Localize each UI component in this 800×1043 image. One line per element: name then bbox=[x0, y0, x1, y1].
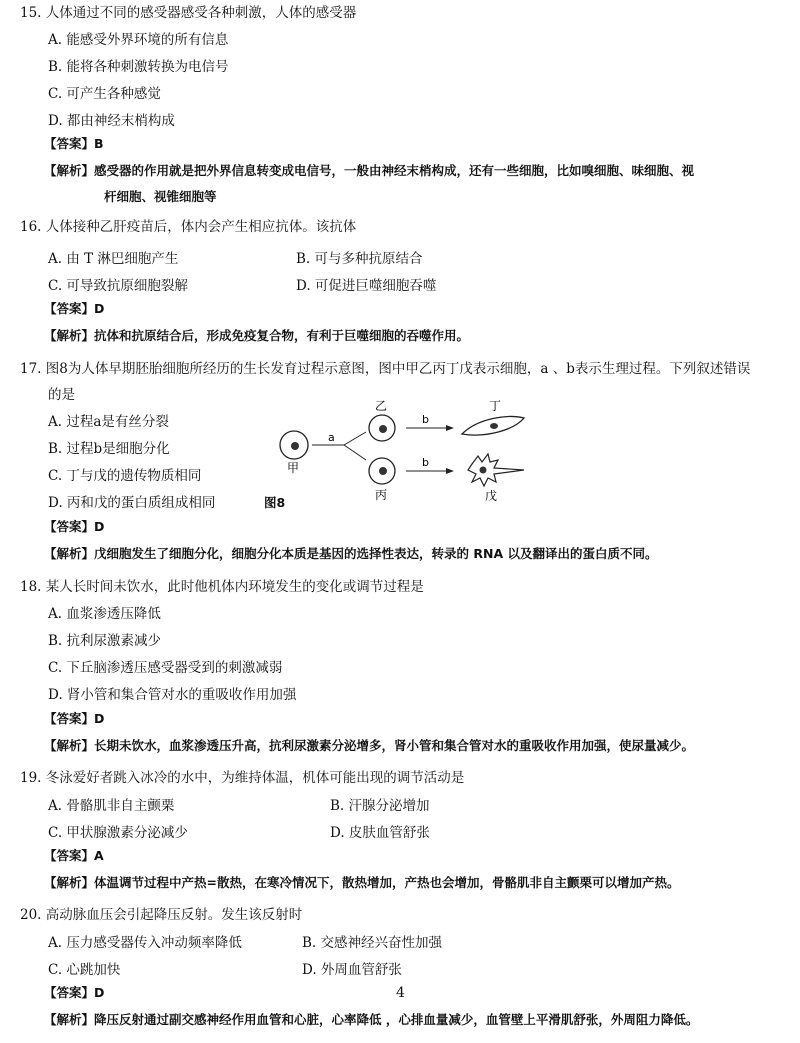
q16-option-d: D. 可促进巨噬细胞吞噬 bbox=[296, 278, 437, 294]
arrowhead-b-upper bbox=[446, 425, 454, 431]
label-process-b-lower: b bbox=[422, 456, 429, 469]
cell-wu bbox=[468, 454, 524, 486]
figure-8-diagram bbox=[262, 396, 542, 512]
q18-option-c: C. 下丘脑渗透压感受器受到的刺激减弱 bbox=[48, 660, 283, 676]
cell-jia-nucleus bbox=[291, 442, 299, 450]
q19-option-c: C. 甲状腺激素分泌减少 bbox=[48, 825, 188, 841]
arrowhead-b-lower bbox=[446, 468, 454, 474]
q16-option-a: A. 由 T 淋巴细胞产生 bbox=[48, 251, 179, 267]
label-yi: 乙 bbox=[375, 399, 388, 413]
figure-8-caption: 图8 bbox=[264, 495, 286, 510]
q17-option-d: D. 丙和戊的蛋白质组成相同 bbox=[48, 495, 216, 511]
q19-answer: 【答案】A bbox=[44, 848, 104, 863]
q16-option-b: B. 可与多种抗原结合 bbox=[296, 251, 423, 267]
q20-option-c: C. 心跳加快 bbox=[48, 962, 121, 978]
q17-option-a: A. 过程a是有丝分裂 bbox=[48, 414, 169, 430]
q18-option-d: D. 肾小管和集合管对水的重吸收作用加强 bbox=[48, 687, 297, 703]
q17-analysis: 【解析】戊细胞发生了细胞分化，细胞分化本质是基因的选择性表达，转录的 RNA 以及翻译出的蛋白质不同。 bbox=[44, 546, 658, 561]
q19-stem: 19. 冬泳爱好者跳入冰冷的水中，为维持体温，机体可能出现的调节活动是 bbox=[20, 770, 465, 786]
q16-answer: 【答案】D bbox=[44, 301, 105, 316]
q18-answer: 【答案】D bbox=[44, 711, 105, 726]
cell-yi-nucleus bbox=[379, 425, 387, 433]
q20-stem: 20. 高动脉血压会引起降压反射。发生该反射时 bbox=[20, 907, 303, 923]
q17-stem-cont: 的是 bbox=[48, 387, 75, 403]
q18-analysis: 【解析】长期未饮水，血浆渗透压升高，抗利尿激素分泌增多，肾小管和集合管对水的重吸收作用加强，使尿量减少。 bbox=[44, 738, 695, 753]
q16-stem: 16. 人体接种乙肝疫苗后，体内会产生相应抗体。该抗体 bbox=[20, 219, 357, 235]
label-bing: 丙 bbox=[375, 488, 388, 502]
q17-option-c: C. 丁与戊的遗传物质相同 bbox=[48, 468, 202, 484]
q20-answer: 【答案】D bbox=[44, 985, 105, 1000]
page-number: 4 bbox=[396, 985, 405, 1001]
q20-option-a: A. 压力感受器传入冲动频率降低 bbox=[48, 935, 242, 951]
label-jia: 甲 bbox=[287, 461, 300, 475]
branch-line-down bbox=[344, 445, 366, 460]
q15-answer: 【答案】B bbox=[44, 136, 104, 151]
q19-analysis: 【解析】体温调节过程中产热=散热，在寒冷情况下，散热增加，产热也会增加，骨骼肌非自主颤栗可以增加产热。 bbox=[44, 875, 680, 890]
cell-bing-nucleus bbox=[379, 467, 387, 475]
branch-line-up bbox=[344, 432, 366, 445]
q19-option-d: D. 皮肤血管舒张 bbox=[330, 825, 430, 841]
q15-option-c: C. 可产生各种感觉 bbox=[48, 86, 161, 102]
label-process-b-upper: b bbox=[422, 413, 429, 426]
q16-option-c: C. 可导致抗原细胞裂解 bbox=[48, 278, 188, 294]
q15-option-d: D. 都由神经末梢构成 bbox=[48, 113, 175, 129]
q17-answer: 【答案】D bbox=[44, 519, 105, 534]
q19-option-a: A. 骨骼肌非自主颤栗 bbox=[48, 798, 175, 814]
q20-option-d: D. 外周血管舒张 bbox=[302, 962, 402, 978]
q15-stem: 15. 人体通过不同的感受器感受各种刺激，人体的感受器 bbox=[20, 5, 357, 21]
label-process-a: a bbox=[328, 431, 335, 444]
q18-option-a: A. 血浆渗透压降低 bbox=[48, 606, 161, 622]
q19-option-b: B. 汗腺分泌增加 bbox=[330, 798, 430, 814]
q20-option-b: B. 交感神经兴奋性加强 bbox=[302, 935, 443, 951]
label-wu: 戊 bbox=[485, 489, 498, 503]
q18-option-b: B. 抗利尿激素减少 bbox=[48, 633, 162, 649]
q17-stem: 17. 图8为人体早期胚胎细胞所经历的生长发育过程示意图，图中甲乙丙丁戊表示细胞，a 、b表示生理过程。下列叙述错误 bbox=[20, 361, 751, 377]
q16-analysis: 【解析】抗体和抗原结合后，形成免疫复合物，有利于巨噬细胞的吞噬作用。 bbox=[44, 328, 470, 343]
q18-stem: 18. 某人长时间未饮水，此时他机体内环境发生的变化或调节过程是 bbox=[20, 579, 424, 595]
cell-wu-nucleus bbox=[480, 467, 487, 474]
q15-analysis-cont: 杆细胞、视锥细胞等 bbox=[104, 189, 217, 204]
q20-analysis: 【解析】降压反射通过副交感神经作用血管和心脏，心率降低 ，心排血量减少，血管壁上平滑肌舒张，外周阻力降低。 bbox=[44, 1012, 699, 1027]
q15-option-b: B. 能将各种刺激转换为电信号 bbox=[48, 59, 229, 75]
q15-option-a: A. 能感受外界环境的所有信息 bbox=[48, 32, 229, 48]
cell-ding-nucleus bbox=[490, 423, 498, 429]
q15-analysis: 【解析】感受器的作用就是把外界信息转变成电信号，一般由神经末梢构成，还有一些细胞，比如嗅细胞、味细胞、视 bbox=[44, 163, 695, 178]
label-ding: 丁 bbox=[489, 399, 502, 413]
q17-option-b: B. 过程b是细胞分化 bbox=[48, 441, 170, 457]
